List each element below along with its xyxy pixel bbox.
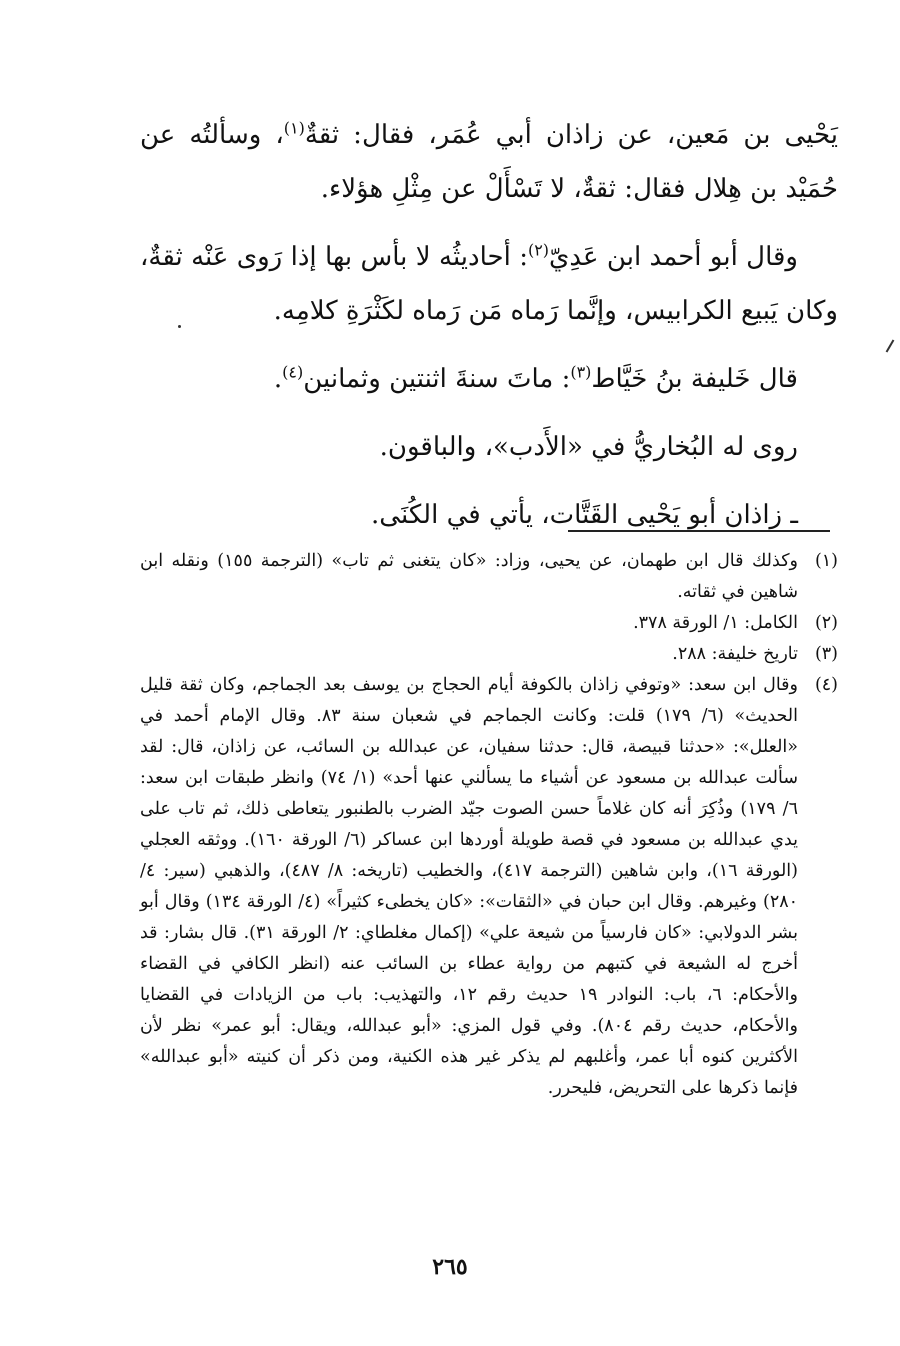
paragraph-text: قال خَليفة بنُ خَيَّاط (591, 364, 798, 394)
footnote-text: تاريخ خليفة: ٢٨٨. (672, 644, 798, 664)
paragraph-3 (140, 352, 838, 406)
paragraph-text: : ماتَ سنةَ اثنتين وثمانين (303, 364, 571, 394)
page-number: ٢٦٥ (432, 1254, 468, 1280)
footnote-number: (٢) (814, 613, 838, 633)
footnote-number: (٣) (814, 644, 838, 664)
footnote-text: وقال ابن سعد: «وتوفي زاذان بالكوفة أيام الحجاج بن يوسف بعد الجماجم، وكان ثقة قليل الحديث» (٦/ ١٧٩) قلت: وكانت الجماجم في شعبان سنة ٨٣. وقال الإمام أحمد في «العلل»: «حدثنا قبيصة، قال: حدثنا سفيان، عن عبدالله بن السائب، عن زاذان، قال: لقد سألت عبدالله بن مسعود عن أشياء ما يسألني عنها أحد» (١/ ٧٤) وانظر طبقات ابن سعد: ٦/ ١٧٩) وذُكِرَ أنه كان غلاماً حسن الصوت جيّد الضرب بالطنبور يتعاطى ذلك، ثم تاب على يدي عبدالله بن مسعود في قصة طويلة أوردها ابن عساكر (٦/ الورقة ١٦٠). ووثقه العجلي (الورقة ١٦)، وابن شاهين (الترجمة ٤١٧)، والخطيب (تاريخه: ٨/ ٤٨٧)، والذهبي (سير: ٤/ ٢٨٠) وغيرهم. وقال ابن حبان في «الثقات»: «كان يخطىء كثيراً» (٤/ الورقة ١٣٤) وقال أبو بشر الدولابي: «كان فارسياً من شيعة علي» (إكمال مغلطاي: ٢/ الورقة ٣١). قال بشار: قد أخرج له الشيعة في كتبهم من رواية عطاء بن السائب عنه (انظر الكافي في القضاء والأحكام: ٦، باب: النوادر ١٩ حديث رقم ١٢، والتهذيب: باب من الزيادات في القضايا والأحكام، حديث رقم ٨٠٤). وفي قول المزي: «أبو عبدالله، ويقال: أبو عمر» نظر لأن الأكثرين كنوه أبا عمر، وأغلبهم لم يذكر غير هذه الكنية، ومن ذكر أن كنيته «أبو عبدالله» فإنما ذكرها على التحريض، فليحرر. (140, 675, 799, 1098)
footnote-1 (140, 546, 838, 608)
paragraph-text: ، وسألتُه عن حُمَيْد بن هِلال فقال: ثقةٌ، لا تَسْأَلْ عن مِثْلِ هؤلاء. (140, 120, 838, 204)
paragraph-2 (140, 230, 838, 338)
footnote-4 (140, 670, 838, 1104)
footnote-ref-2: (٢) (527, 240, 550, 260)
paragraph-text: ـ زاذان أبو يَحْيى القَتَّات، يأتي في الكُنَى. (371, 500, 798, 530)
footnote-number: (٤) (814, 675, 838, 695)
paragraph-text: وقال أبو أحمد ابن عَدِيّ (549, 242, 798, 272)
footnote-3 (140, 639, 838, 670)
footnote-number: (١) (814, 551, 838, 571)
footnotes (140, 546, 838, 1104)
scan-speck (178, 325, 181, 328)
paragraph-text: يَحْيى بن مَعين، عن زاذان أبي عُمَر، فقال: ثقةٌ (304, 120, 838, 150)
paragraph-4 (140, 420, 838, 474)
paragraph-text: : أحاديثُه لا بأس بها إذا رَوى عَنْه ثقةٌ، وكان يَبيع الكرابيس، وإنَّما رَماه مَن رَماه لكَثْرَةِ كلامِه. (140, 242, 838, 326)
paragraph-text: روى له البُخاريُّ في «الأَدب»، والباقون. (379, 432, 798, 462)
main-text (140, 108, 838, 556)
footnote-text: الكامل: ١/ الورقة ٣٧٨. (633, 613, 798, 633)
paragraph-text: . (273, 364, 283, 394)
footnote-ref-1: (١) (283, 118, 305, 138)
footnote-ref-4: (٤) (282, 362, 304, 382)
margin-mark (886, 339, 895, 352)
footnote-2 (140, 608, 838, 639)
footnote-separator (568, 530, 830, 532)
footnote-ref-3: (٣) (570, 362, 592, 382)
paragraph-1 (140, 108, 838, 216)
paragraph-5 (140, 488, 838, 542)
footnote-text: وكذلك قال ابن طهمان، عن يحيى، وزاد: «كان يتغنى ثم تاب» (الترجمة ١٥٥) ونقله ابن شاهين في ثقاته. (140, 551, 798, 602)
